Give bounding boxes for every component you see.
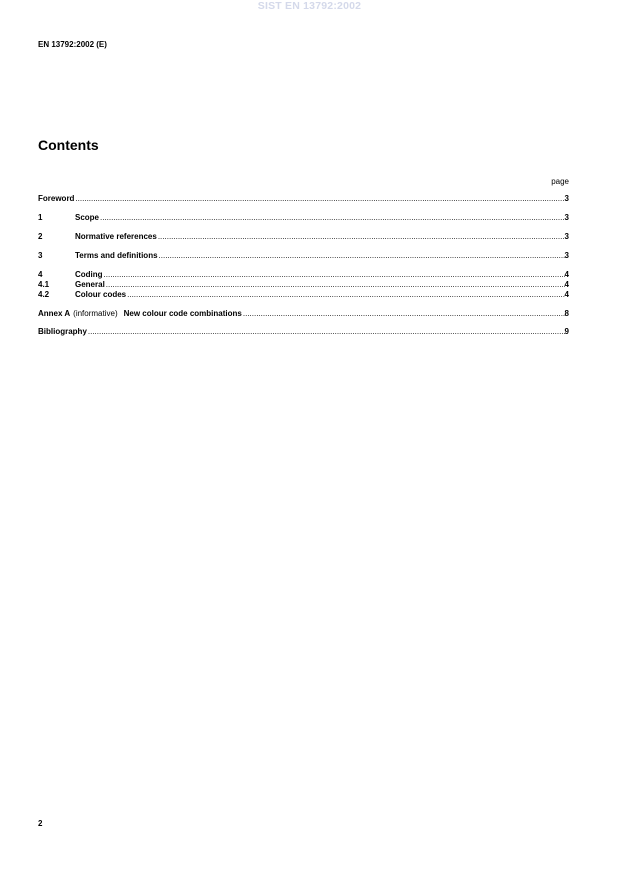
toc-entry-coding[interactable]: [38, 270, 569, 280]
toc-entry-title: Scope: [75, 213, 100, 222]
toc-entry-page: 9: [564, 327, 569, 336]
toc-entry-page: 3: [564, 251, 569, 260]
toc-entry-annex-note: (informative): [73, 309, 118, 318]
toc-entry-number: 1: [38, 213, 43, 222]
toc-entry-general[interactable]: [38, 280, 569, 290]
toc-entry-number: 4: [38, 270, 43, 279]
toc-entry-title: Bibliography: [38, 327, 87, 336]
toc-dot-leader: [75, 194, 564, 204]
toc-entry-scope[interactable]: [38, 213, 569, 223]
toc-entry-annex-label: Annex A: [38, 309, 71, 318]
toc-entry-title: New colour code combinations: [123, 309, 242, 318]
document-id: EN 13792:2002 (E): [38, 40, 107, 49]
toc-dot-leader: [104, 270, 565, 280]
toc-entry-colour-codes[interactable]: [38, 290, 569, 300]
table-of-contents: [38, 194, 569, 337]
toc-entry-terms-and-definitions[interactable]: [38, 251, 569, 261]
toc-entry-page: 4: [564, 270, 569, 279]
toc-entry-annex-a[interactable]: [38, 309, 569, 319]
toc-entry-number: 3: [38, 251, 43, 260]
toc-entry-title: Colour codes: [75, 290, 127, 299]
contents-title: Contents: [38, 137, 99, 153]
toc-entry-number: 4.1: [38, 280, 50, 289]
toc-entry-number: 4.2: [38, 290, 50, 299]
toc-dot-leader: [127, 290, 564, 300]
toc-entry-page: 8: [564, 309, 569, 318]
toc-dot-leader: [159, 251, 565, 261]
toc-entry-bibliography[interactable]: [38, 327, 569, 337]
toc-entry-page: 4: [564, 290, 569, 299]
toc-entry-number: 2: [38, 232, 43, 241]
watermark: SIST EN 13792:2002: [257, 0, 362, 12]
toc-entry-title: Foreword: [38, 194, 75, 203]
toc-entry-page: 3: [564, 213, 569, 222]
page-number: 2: [38, 819, 43, 828]
toc-dot-leader: [106, 280, 565, 290]
toc-entry-foreword[interactable]: [38, 194, 569, 204]
toc-dot-leader: [158, 232, 565, 242]
toc-entry-title: General: [75, 280, 105, 289]
toc-dot-leader: [243, 309, 565, 319]
toc-entry-page: 3: [564, 232, 569, 241]
toc-entry-title: Terms and definitions: [75, 251, 158, 260]
toc-entry-normative-references[interactable]: [38, 232, 569, 242]
toc-entry-page: 4: [564, 280, 569, 289]
toc-dot-leader: [88, 327, 565, 337]
page-column-label: page: [551, 177, 569, 186]
toc-entry-title: Normative references: [75, 232, 157, 241]
toc-entry-title: Coding: [75, 270, 103, 279]
toc-dot-leader: [100, 213, 565, 223]
toc-entry-page: 3: [564, 194, 569, 203]
